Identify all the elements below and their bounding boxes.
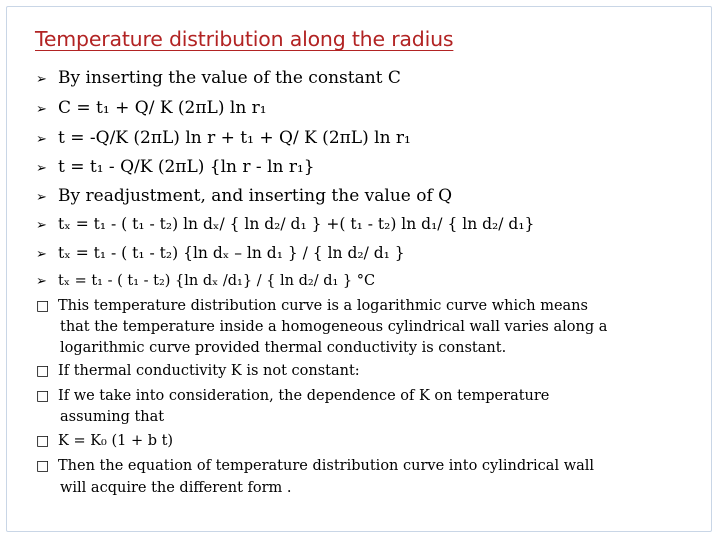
box-bullet-icon: □ (36, 458, 50, 474)
box-bullet-icon: □ (36, 388, 50, 404)
bullet-text: tₓ = t₁ - ( t₁ - t₂) ln dₓ/ { ln d₂/ d₁ } +( t₁ - t₂) ln d₁/ { ln d₂/ d₁} (58, 215, 535, 233)
arrow-bullet-icon: ➢ (36, 132, 47, 147)
paragraph-1-line-3 (60, 340, 506, 356)
paragraph-text: Then the equation of temperature distribution curve into cylindrical wall (58, 458, 595, 474)
box-bullet-icon: □ (36, 433, 50, 449)
arrow-bullet-icon: ➢ (36, 247, 47, 262)
paragraph-text: that the temperature inside a homogeneous cylindrical wall varies along a (60, 319, 608, 335)
paragraph-text: If we take into consideration, the dependence of K on temperature (58, 388, 550, 404)
bullet-text: C = t₁ + Q/ K (2πL) ln r₁ (58, 98, 267, 118)
paragraph-1 (36, 298, 588, 314)
paragraph-text: logarithmic curve provided thermal conductivity is constant. (60, 340, 507, 356)
arrow-bullet-icon: ➢ (36, 218, 47, 233)
bullet-7 (36, 244, 405, 262)
paragraph-5-line-2 (60, 480, 292, 496)
paragraph-1-line-2 (60, 319, 607, 335)
paragraph-text: will acquire the different form . (60, 480, 292, 496)
bullet-text: By readjustment, and inserting the value of Q (58, 186, 453, 206)
arrow-bullet-icon: ➢ (36, 161, 47, 176)
arrow-bullet-icon: ➢ (36, 190, 47, 205)
bullet-4 (36, 157, 315, 177)
bullet-text: t = t₁ - Q/K (2πL) {ln r - ln r₁} (58, 157, 315, 177)
bullet-text: t = -Q/K (2πL) ln r + t₁ + Q/ K (2πL) ln r₁ (58, 128, 411, 148)
paragraph-text: If thermal conductivity K is not constant: (58, 363, 360, 379)
bullet-2 (36, 98, 267, 118)
bullet-text: By inserting the value of the constant C (58, 68, 401, 88)
paragraph-2 (36, 363, 360, 379)
box-bullet-icon: □ (36, 363, 50, 379)
box-bullet-icon: □ (36, 298, 50, 314)
bullet-6 (36, 215, 534, 233)
paragraph-5 (36, 458, 594, 474)
bullet-text: tₓ = t₁ - ( t₁ - t₂) {ln dₓ – ln d₁ } / { ln d₂/ d₁ } (58, 244, 405, 262)
slide-title: Temperature distribution along the radius (35, 27, 454, 51)
paragraph-text: This temperature distribution curve is a logarithmic curve which means (58, 298, 588, 314)
bullet-1 (36, 68, 401, 88)
bullet-text: tₓ = t₁ - ( t₁ - t₂) {ln dₓ /d₁} / { ln d₂/ d₁ } °C (58, 273, 376, 289)
bullet-3 (36, 128, 411, 148)
arrow-bullet-icon: ➢ (36, 72, 47, 87)
arrow-bullet-icon: ➢ (36, 102, 47, 117)
arrow-bullet-icon: ➢ (36, 274, 47, 289)
bullet-8 (36, 273, 375, 289)
paragraph-text: assuming that (60, 409, 165, 425)
bullet-5 (36, 186, 452, 206)
paragraph-3 (36, 388, 549, 404)
paragraph-text: K = K₀ (1 + b t) (58, 433, 174, 449)
paragraph-3-line-2 (60, 409, 164, 425)
paragraph-4 (36, 433, 173, 449)
